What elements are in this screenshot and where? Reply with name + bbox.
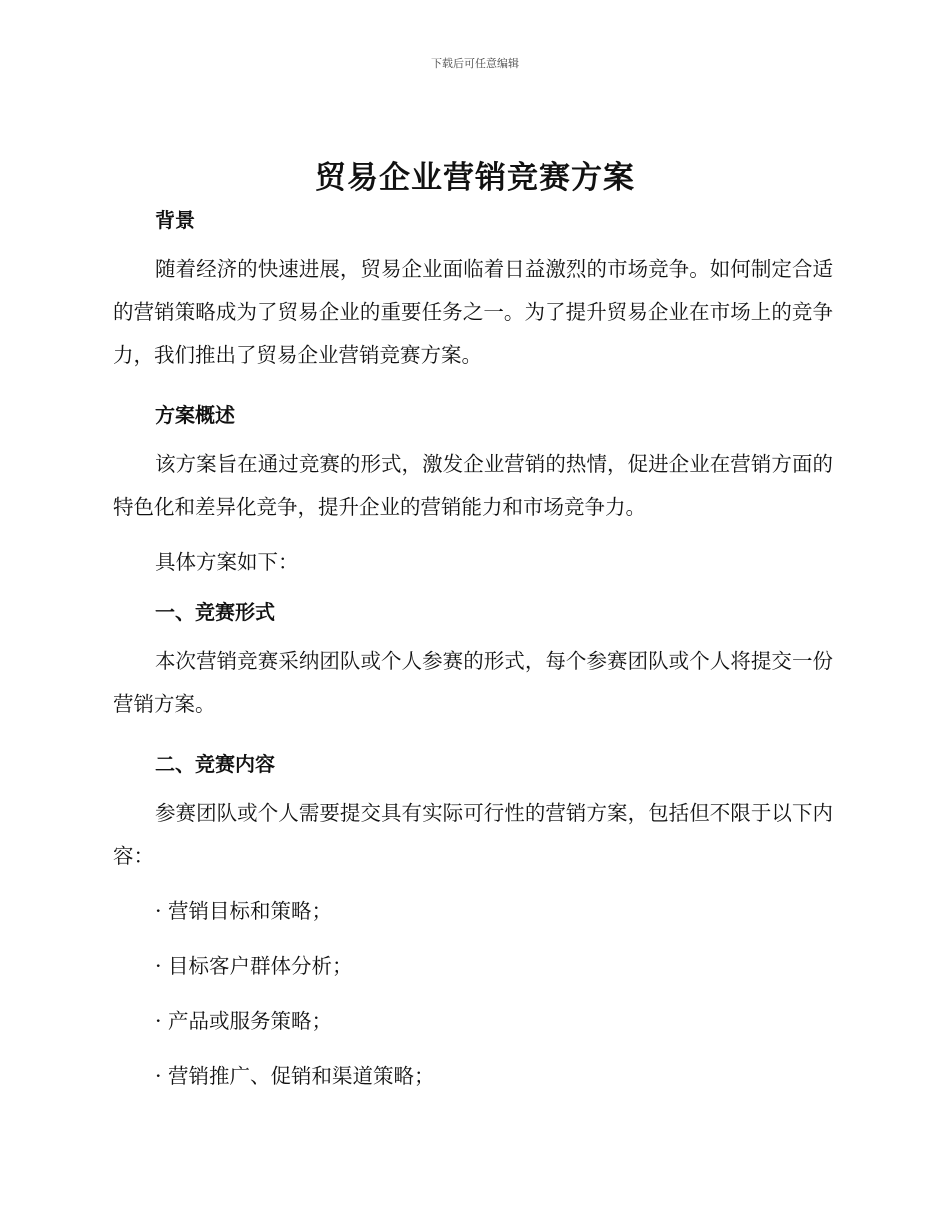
list-item: · 产品或服务策略； xyxy=(155,1009,333,1033)
page-header-note: 下载后可任意编辑 xyxy=(431,57,519,70)
paragraph-background: 随着经济的快速进展，贸易企业面临着日益激烈的市场竞争。如何制定合适的营销策略成为了贸易企业的重要任务之一。为了提升贸易企业在市场上的竞争力，我们推出了贸易企业营销竞赛方案。 xyxy=(113,257,833,367)
paragraph-form: 本次营销竞赛采纳团队或个人参赛的形式，每个参赛团队或个人将提交一份营销方案。 xyxy=(113,649,833,716)
paragraph-details-intro: 具体方案如下： xyxy=(155,550,299,574)
document-body xyxy=(113,204,833,1098)
section-heading-overview: 方案概述 xyxy=(155,403,235,427)
list-item: · 营销推广、促销和渠道策略； xyxy=(155,1064,435,1088)
list-item: · 营销目标和策略； xyxy=(155,899,333,923)
paragraph-overview: 该方案旨在通过竞赛的形式，激发企业营销的热情，促进企业在营销方面的特色化和差异化竞争，提升企业的营销能力和市场竞争力。 xyxy=(113,452,833,519)
section-heading-background: 背景 xyxy=(155,208,195,232)
list-item: · 目标客户群体分析； xyxy=(155,954,353,978)
document-title: 贸易企业营销竞赛方案 xyxy=(315,160,635,196)
section-heading-form: 一、竞赛形式 xyxy=(155,600,275,624)
paragraph-content: 参赛团队或个人需要提交具有实际可行性的营销方案，包括但不限于以下内容： xyxy=(113,801,833,868)
section-heading-content: 二、竞赛内容 xyxy=(155,752,275,776)
